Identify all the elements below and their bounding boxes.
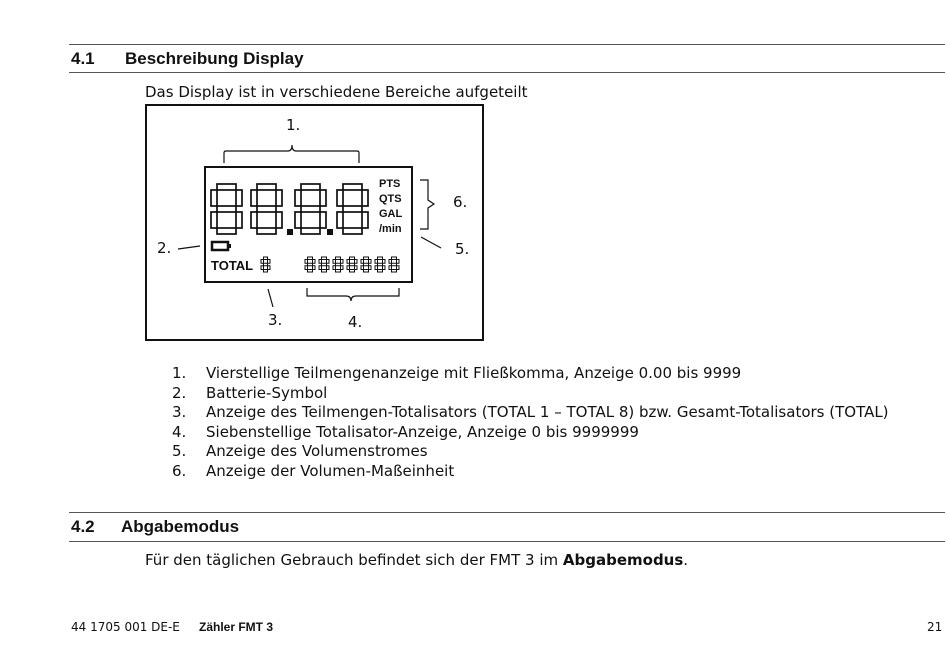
totalizer-digit: [333, 257, 343, 272]
list-item: 5. Anzeige des Volumenstromes: [172, 442, 428, 461]
section2-bottom-rule: [69, 541, 945, 542]
main-digit: [337, 184, 368, 234]
totalizer-digit: [375, 257, 385, 272]
section-number: 4.1: [71, 49, 95, 68]
totalizer-digit: [347, 257, 357, 272]
callout-2: 2.: [157, 239, 172, 257]
callout-1: 1.: [286, 116, 301, 134]
list-item: 4. Siebenstellige Totalisator-Anzeige, Anzeige 0 bis 9999999: [172, 422, 639, 441]
decimal-point-2: [327, 229, 333, 235]
list-item: 6. Anzeige der Volumen-Maßeinheit: [172, 461, 455, 480]
total-number-digit: [261, 257, 270, 272]
section2-title: Abgabemodus: [121, 517, 240, 536]
page-number: 21: [927, 620, 943, 634]
totalizer-digit: [389, 257, 399, 272]
main-digit: [295, 184, 326, 234]
totalizer-digit: [361, 257, 371, 272]
section2-top-rule: [69, 512, 945, 513]
section2-number: 4.2: [71, 517, 95, 536]
bracket-1: [224, 145, 359, 163]
total-digit: [261, 257, 270, 272]
callout-4: 4.: [348, 313, 363, 331]
leader-2: [178, 246, 200, 249]
bracket-6: [420, 180, 434, 229]
leader-5: [421, 237, 441, 248]
footer-title: Zähler FMT 3: [199, 620, 274, 634]
list-item: 3. Anzeige des Teilmengen-Totalisators (TOTAL 1 – TOTAL 8) bzw. Gesamt-Totalisators (TOTAL): [172, 403, 889, 422]
footer-doc-id: 44 1705 001 DE-E: [71, 620, 180, 634]
intro-text: Das Display ist in verschiedene Bereiche aufgeteilt: [145, 83, 528, 101]
unit-gal: GAL: [379, 208, 403, 220]
total-label: TOTAL: [211, 258, 254, 273]
main-digit-display: [211, 184, 368, 234]
list-item: 1. Vierstellige Teilmengenanzeige mit Fließkomma, Anzeige 0.00 bis 9999: [172, 364, 742, 382]
unit-qts: QTS: [379, 193, 402, 205]
main-digit: [211, 184, 242, 234]
list-item: 2. Batterie-Symbol: [172, 383, 328, 402]
section-title: Beschreibung Display: [125, 49, 304, 68]
callout-6: 6.: [453, 193, 468, 211]
bracket-4: [307, 288, 399, 301]
battery-icon: [212, 242, 231, 250]
totalizer-digit-display: [305, 257, 399, 272]
unit-pts: PTS: [379, 178, 401, 190]
unit-per-min: /min: [379, 223, 402, 235]
main-digit: [251, 184, 282, 234]
decimal-point-1: [287, 229, 293, 235]
totalizer-digit: [319, 257, 329, 272]
totalizer-digit: [305, 257, 315, 272]
abgabemodus-paragraph: Für den täglichen Gebrauch befindet sich der FMT 3 im Abgabemodus.: [145, 551, 689, 569]
leader-3: [268, 289, 273, 307]
callout-5: 5.: [455, 240, 470, 258]
legend-list: [172, 364, 889, 482]
callout-3: 3.: [268, 311, 283, 329]
